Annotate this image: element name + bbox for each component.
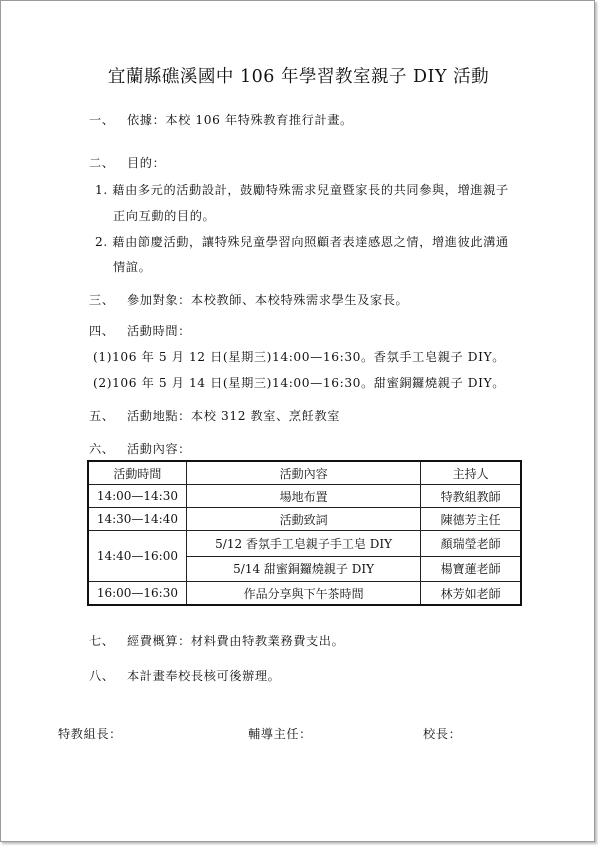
row-content: 場地布置: [186, 485, 420, 508]
header-time: 活動時間: [88, 461, 186, 485]
table-header-row: [88, 461, 521, 485]
section-8-text: 本計畫奉校長核可後辦理。: [127, 669, 281, 683]
section-7-text: 經費概算：材料費由特教業務費支出。: [127, 634, 345, 648]
section-4-text: 活動時間：: [127, 324, 191, 338]
signature-principal: 校長：: [423, 727, 462, 741]
section-1: [89, 111, 353, 128]
table-row: [88, 508, 521, 531]
row-host: 陳德芳主任: [421, 508, 521, 531]
section-3-number: 三、: [89, 293, 115, 307]
purpose-item-1-line-2: 正向互動的目的。: [113, 209, 216, 223]
row-host: 楊寶蓮老師: [421, 556, 521, 582]
row-time: 14:00—14:30: [88, 485, 186, 508]
page-title: 宜蘭縣礁溪國中 106 年學習教室親子 DIY 活動: [107, 67, 490, 87]
header-content: 活動內容: [186, 461, 420, 485]
purpose-item-2-line-2: 情誼。: [113, 260, 152, 274]
row-content: 活動致詞: [186, 508, 420, 531]
table-row: [88, 531, 521, 557]
section-2-number: 二、: [89, 156, 115, 170]
schedule-item-2: (2)106 年 5 月 14 日(星期三)14:00—16:30。甜蜜銅鑼燒親子 DIY。: [93, 376, 506, 390]
purpose-item-2-line-1: 2. 藉由節慶活動，讓特殊兒童學習向照顧者表達感恩之情，增進彼此溝通: [95, 235, 509, 249]
section-8: [89, 667, 280, 684]
row-time: 16:00—16:30: [88, 582, 186, 606]
section-3: [89, 291, 408, 308]
section-7-number: 七、: [89, 634, 115, 648]
section-6: [89, 440, 191, 457]
section-5-number: 五、: [89, 409, 115, 423]
section-2-text: 目的：: [127, 156, 166, 170]
row-time: 14:30—14:40: [88, 508, 186, 531]
section-1-number: 一、: [89, 113, 115, 127]
section-6-text: 活動內容：: [127, 442, 191, 456]
table-row: [88, 582, 521, 606]
section-2: [89, 154, 165, 171]
section-4-number: 四、: [89, 324, 115, 338]
section-7: [89, 632, 344, 649]
activity-table: [87, 460, 522, 606]
section-5-text: 活動地點：本校 312 教室、烹飪教室: [127, 409, 341, 423]
row-host: 林芳如老師: [421, 582, 521, 606]
section-4: [89, 322, 191, 339]
schedule-item-1: (1)106 年 5 月 12 日(星期三)14:00—16:30。香氛手工皂親子 DIY。: [93, 350, 506, 364]
section-5: [89, 407, 340, 424]
signature-special-ed-head: 特教組長：: [58, 727, 122, 741]
signature-counseling-director: 輔導主任：: [248, 727, 312, 741]
row-content: 5/14 甜蜜銅鑼燒親子 DIY: [186, 556, 420, 582]
row-host: 特教組教師: [421, 485, 521, 508]
row-host: 顏瑞瑩老師: [421, 531, 521, 557]
row-content: 作品分享與下午茶時間: [186, 582, 420, 606]
header-host: 主持人: [421, 461, 521, 485]
section-8-number: 八、: [89, 669, 115, 683]
row-content: 5/12 香氛手工皂親子手工皂 DIY: [186, 531, 420, 557]
table-row: [88, 485, 521, 508]
row-time: 14:40—16:00: [88, 531, 186, 582]
purpose-item-1-line-1: 1. 藉由多元的活動設計，鼓勵特殊需求兒童暨家長的共同參與，增進親子: [95, 183, 509, 197]
section-3-text: 參加對象：本校教師、本校特殊需求學生及家長。: [127, 293, 409, 307]
section-1-text: 依據：本校 106 年特殊教育推行計畫。: [127, 113, 353, 127]
section-6-number: 六、: [89, 442, 115, 456]
